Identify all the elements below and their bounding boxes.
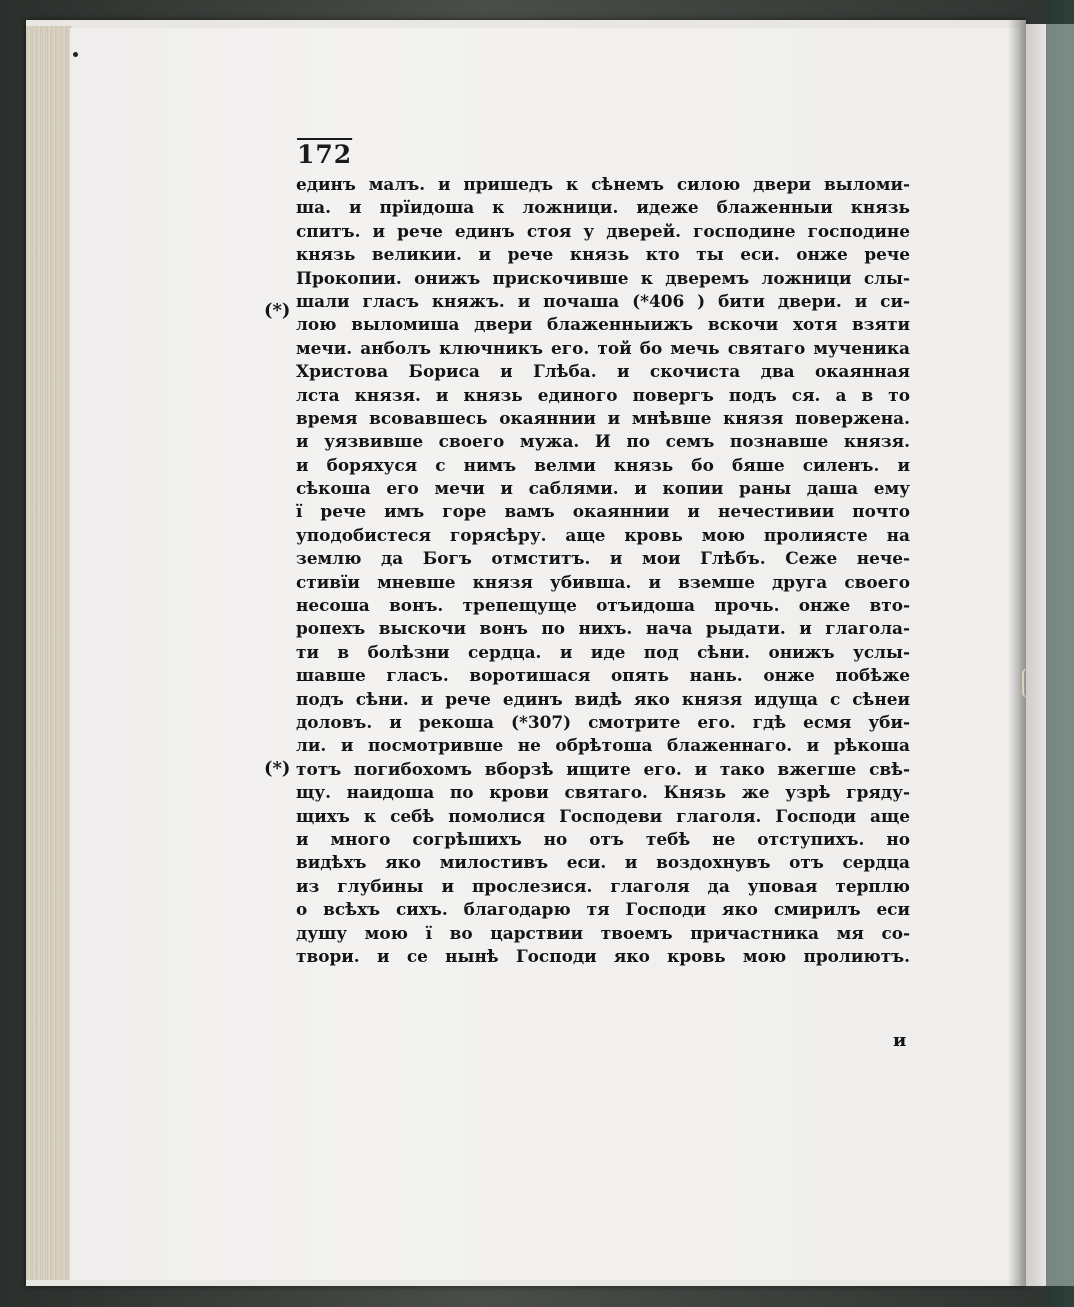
margin-marker: (*) [264, 300, 291, 321]
text-line: ти в болѣзни сердца. и иде под сѣни. онижъ услы- [296, 641, 910, 662]
text-line: ли. и посмотривше не обрѣтоша блаженнаго. и рѣкоша [296, 735, 910, 756]
catchword: и [893, 1030, 907, 1051]
text-line: ша. и прїидоша к ложници. идеже блаженныи князь [296, 197, 910, 218]
text-line: землю да Богъ отмститъ. и мои Глѣбъ. Сеже нече- [296, 548, 910, 569]
text-line: тотъ погибохомъ вборзѣ ищите его. и тако вжегше свѣ- [296, 758, 910, 779]
text-line: сѣкоша его мечи и саблями. и копии раны даша ему [296, 478, 910, 499]
text-line: душу мою ї во царствии твоемъ причастника мя со- [296, 922, 910, 943]
margin-marker: (*) [264, 758, 291, 779]
text-line: щу. наидоша по крови святаго. Князь же узрѣ гряду- [296, 782, 910, 803]
text-line: единъ малъ. и пришедъ к сѣнемъ силою двери выломи- [296, 174, 910, 194]
text-line: ропехъ выскочи вонъ по нихъ. нача рыдати. и глагола- [296, 618, 910, 639]
text-line: Христова Бориса и Глѣба. и скочиста два окаянная [296, 361, 910, 382]
text-line: твори. и се нынѣ Господи яко кровь мою пролиютъ. [296, 945, 910, 966]
page-edges [26, 26, 71, 1280]
body-text [296, 173, 910, 968]
text-line: мечи. анболъ ключникъ его. той бо мечь святаго мученика [296, 337, 910, 358]
text-line: шавше гласъ. воротишася опять нань. онже побѣже [296, 665, 910, 686]
text-line: доловъ. и рекоша (*307) смотрите его. гдѣ есмя уби- [296, 711, 910, 732]
page-number: 172 [297, 140, 353, 169]
text-line: и боряхуся с нимъ велми князь бо бяше силенъ. и [296, 454, 910, 475]
text-line: князь великии. и рече князь кто ты еси. онже рече [296, 244, 910, 265]
text-line: ї рече имъ горе вамъ окаяннии и нечестивии почто [296, 501, 910, 522]
facing-page-edge [1046, 0, 1074, 1307]
text-line: щихъ к себѣ помолися Господеви глаголя. Господи аще [296, 805, 910, 826]
text-line: Прокопии. онижъ прискочивше к дверемъ ложници слы- [296, 267, 910, 288]
text-line: лою выломиша двери блаженныижъ вскочи хотя взяти [296, 314, 910, 335]
text-line: уподобистеся горясѣру. аще кровь мою пролиясте на [296, 524, 910, 545]
text-line: из глубины и прослезися. глаголя да уповая терплю [296, 875, 910, 896]
text-line: время всовавшесь окаяннии и мнѣвше князя повержена. [296, 407, 910, 428]
text-line: лста князя. и князь единого повергъ подъ ся. а в то [296, 384, 910, 405]
text-line: шали гласъ княжъ. и почаша (*406 ) бити двери. и си- [296, 290, 910, 311]
text-line: спитъ. и рече единъ стоя у дверей. господине господине [296, 220, 910, 241]
text-line: о всѣхъ сихъ. благодарю тя Господи яко смирилъ еси [296, 899, 910, 920]
gutter-shadow [1008, 18, 1026, 1288]
text-line: и много согрѣшихъ но отъ тебѣ не отступихъ. но [296, 828, 910, 849]
text-line: стивїи мневше князя убивша. и вземше друга своего [296, 571, 910, 592]
text-line: и уязвивше своего мужа. И по семъ познавше князя. [296, 431, 910, 452]
ink-dot [73, 52, 78, 57]
binding-thread [1022, 668, 1034, 698]
text-line: видѣхъ яко милостивъ еси. и воздохнувъ отъ сердца [296, 852, 910, 873]
text-line: подъ сѣни. и рече единъ видѣ яко князя идуща с сѣнеи [296, 688, 910, 709]
text-line: несоша вонъ. трепещуще отъидоша прочь. онже вто- [296, 595, 910, 616]
